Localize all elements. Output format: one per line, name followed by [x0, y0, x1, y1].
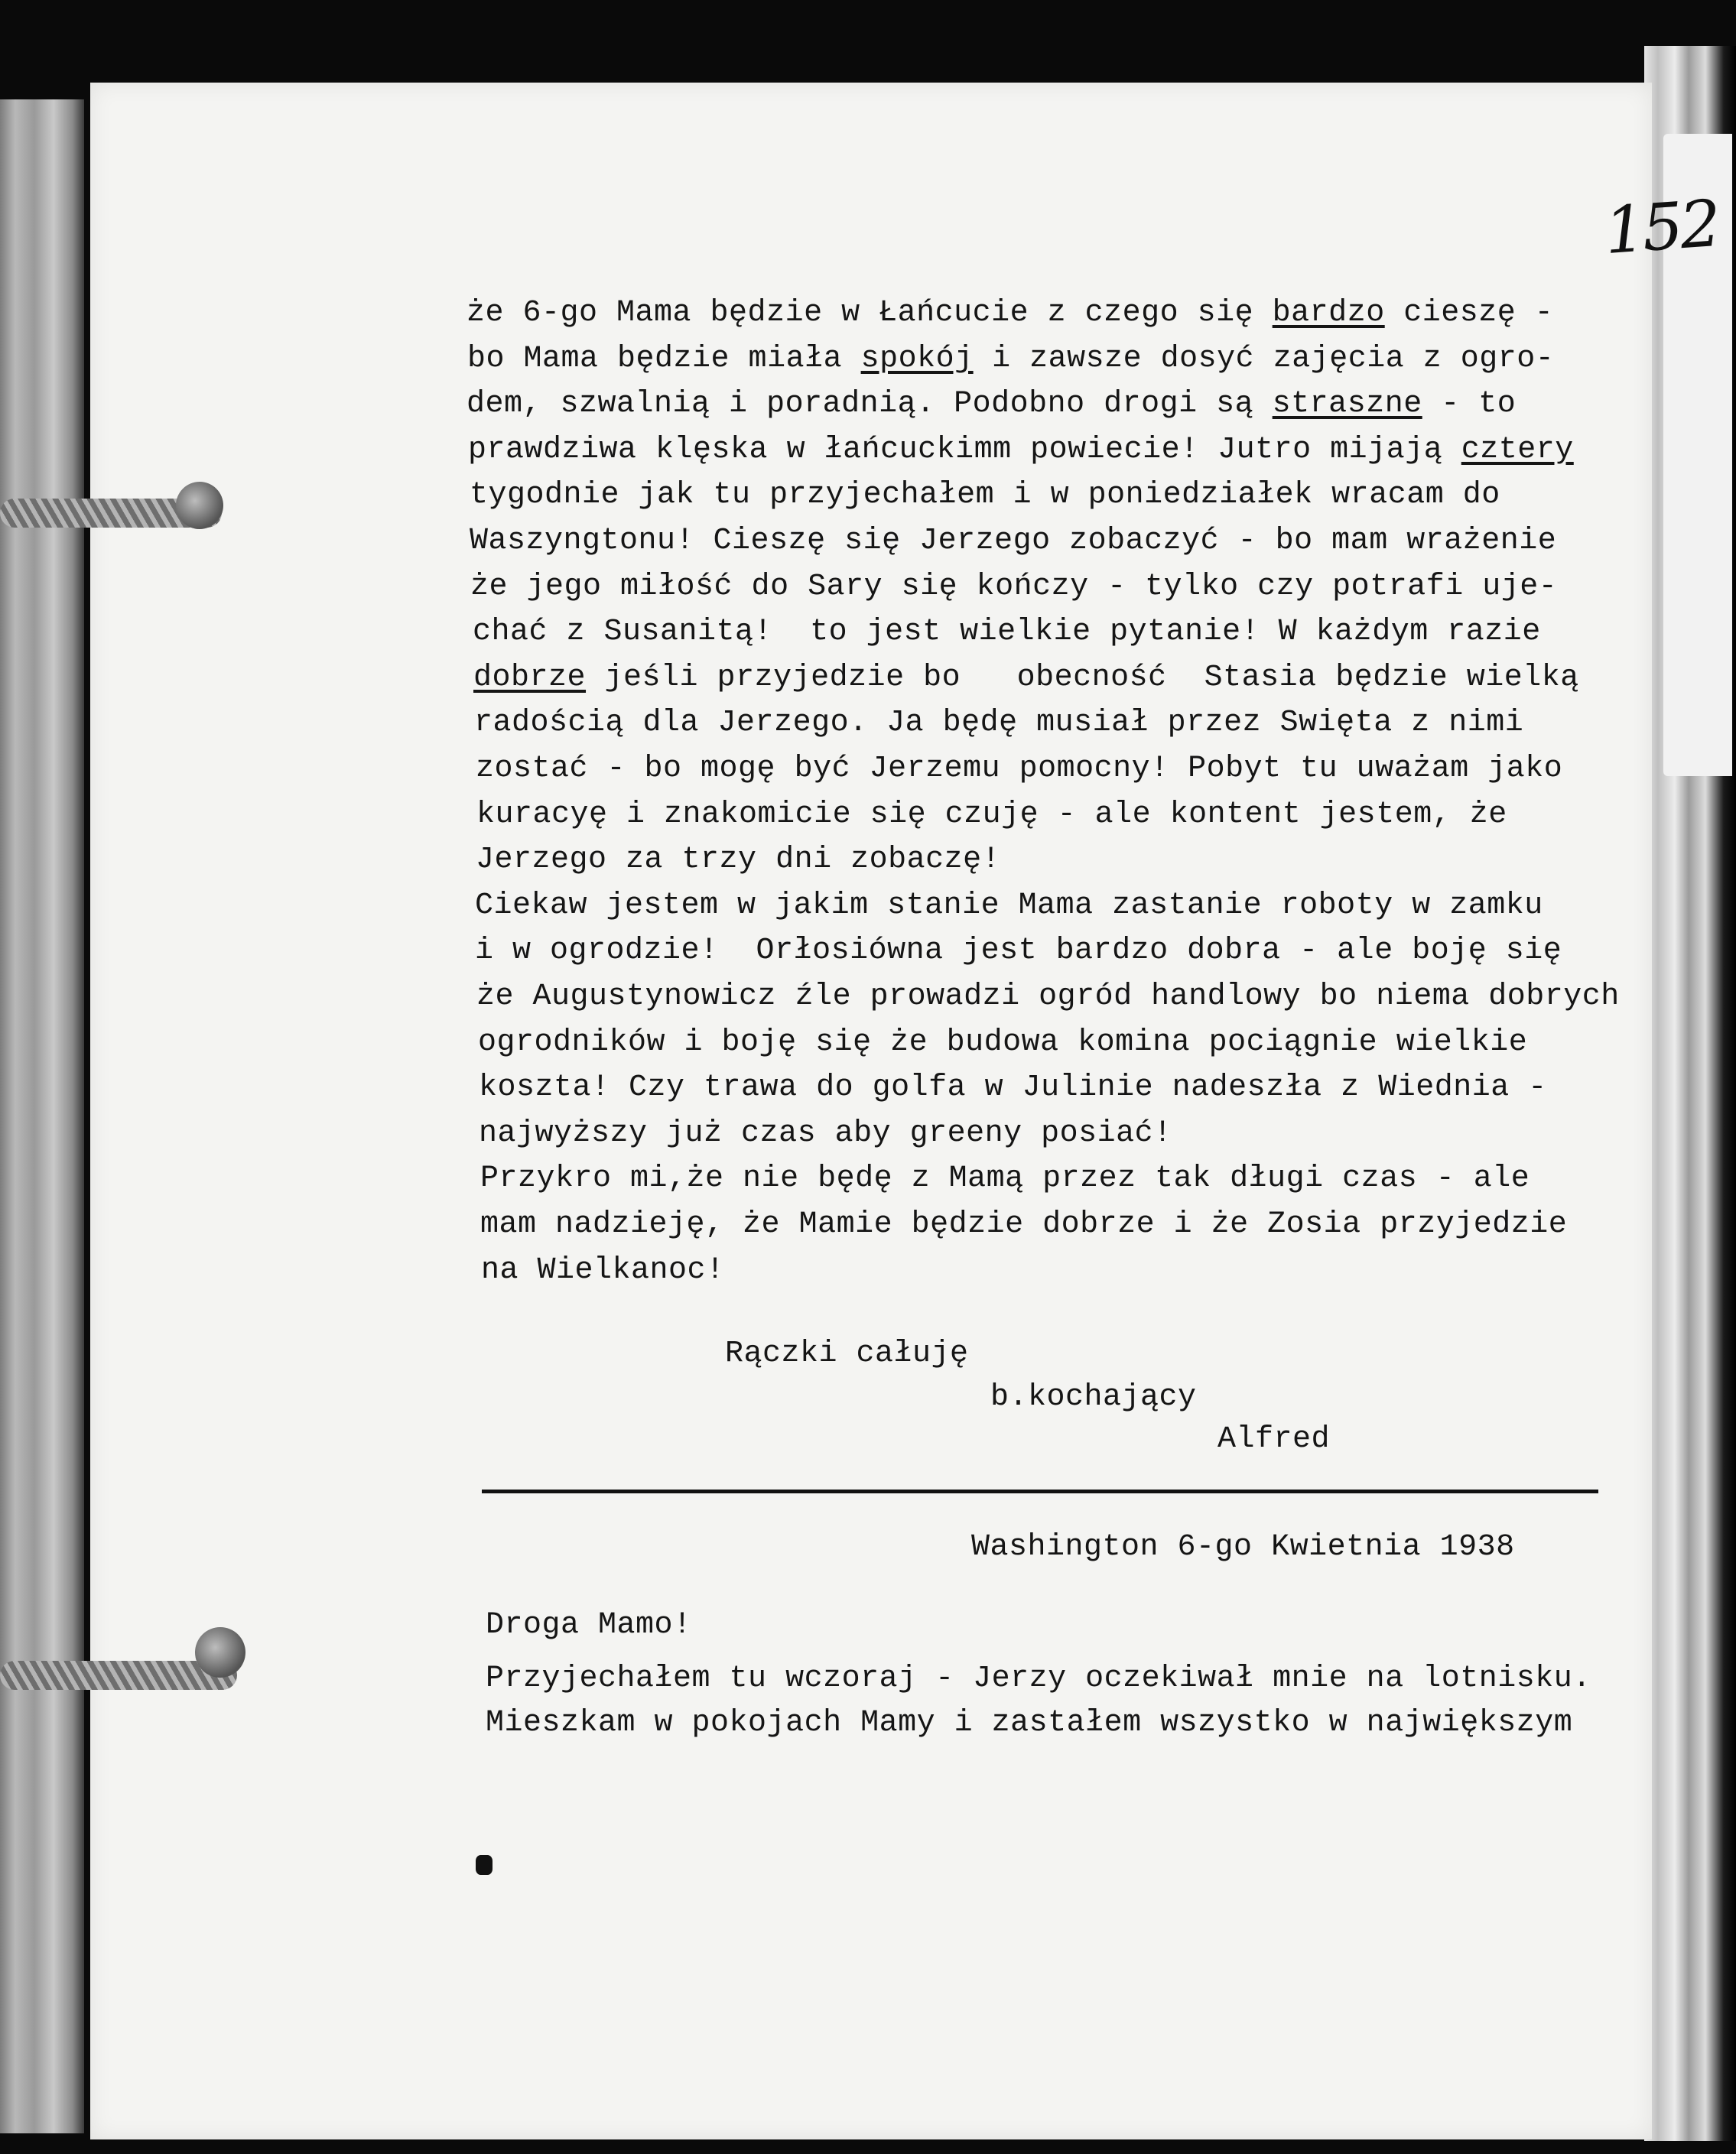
line-text: chać z Susanitą! to jest wielkie pytanie! W każdym razie [473, 615, 1541, 649]
closing-line: Rączki całuję [725, 1337, 969, 1371]
letter-1-line [468, 435, 1574, 466]
letter-sheet [90, 83, 1721, 2139]
line-text: kuracyę i znakomicie się czuję - ale kontent jestem, że [476, 798, 1507, 832]
letter-1-line [480, 1207, 1568, 1242]
letter-1-line [467, 344, 1554, 375]
line-text: że jego miłość do Sary się kończy - tylko czy potrafi uje- [470, 570, 1558, 604]
underlined-word: bardzo [1272, 296, 1385, 330]
line-text: Waszyngtonu! Cieszę się Jerzego zobaczyć - bo mam wrażenie [470, 524, 1557, 558]
letter-1-line [478, 1025, 1528, 1060]
line-text: Jerzego za trzy dni zobaczę! [476, 843, 1001, 877]
letter-1-line [474, 708, 1523, 739]
letter-1-line [476, 800, 1507, 830]
letter-1-line [473, 663, 1579, 694]
line-text: Przykro mi,że nie będę z Mamą przez tak długi czas - ale [480, 1161, 1530, 1196]
underlined-word: cztery [1461, 433, 1574, 467]
line-text: tygodnie jak tu przyjechałem i w poniedziałek wracam do [470, 478, 1500, 512]
page-number: 152 [1601, 185, 1721, 269]
letter-1-line [467, 298, 1553, 329]
line-text: mam nadzieję, że Mamie będzie dobrze i że Zosia przyjedzie [480, 1207, 1568, 1242]
binding-knot-top [176, 482, 223, 529]
line-text: jeśli przyjedzie bo obecność Stasia będzie wielką [586, 661, 1579, 695]
line-text: dem, szwalnią i poradnią. Podobno drogi są [467, 387, 1273, 421]
letter-1-line [479, 1073, 1547, 1103]
binding-knot-bottom [195, 1627, 245, 1678]
line-text: że Augustynowicz źle prowadzi ogród handlowy bo niema dobrych [476, 980, 1620, 1014]
letter-2-line: Przyjechałem tu wczoraj - Jerzy oczekiwał mnie na lotnisku. [486, 1662, 1591, 1696]
letter-1-line [467, 389, 1516, 420]
signature: Alfred [1217, 1422, 1331, 1457]
salutation: Droga Mamo! [486, 1608, 692, 1642]
letter-1-line [476, 845, 1000, 876]
line-text: radością dla Jerzego. Ja będę musiał przez Swięta z nimi [474, 706, 1524, 740]
letter-divider [482, 1490, 1598, 1493]
letter-1-line [479, 1116, 1172, 1151]
underlined-word: spokój [860, 342, 974, 376]
line-text: najwyższy już czas aby greeny posiać! [479, 1116, 1172, 1151]
letter-2-line: Mieszkam w pokojach Mamy i zastałem wszystko w największym [486, 1706, 1573, 1740]
letter-1-line [475, 936, 1562, 967]
line-text: koszta! Czy trawa do golfa w Julinie nadeszła z Wiednia - [479, 1071, 1547, 1105]
line-text: cieszę - [1384, 296, 1554, 330]
letter-1-line [470, 526, 1556, 557]
letter-1-line [473, 617, 1541, 648]
letter-1-line [476, 982, 1620, 1012]
line-text: prawdziwa klęska w łańcuckimm powiecie! Jutro mijają [468, 433, 1461, 467]
letter-1-line [481, 1253, 725, 1288]
letter-1-line [470, 480, 1500, 511]
underlined-word: straszne [1272, 387, 1422, 421]
dateline: Washington 6-go Kwietnia 1938 [971, 1530, 1515, 1564]
line-text: że 6-go Mama będzie w Łańcucie z czego się [467, 296, 1273, 330]
letter-1-line [475, 891, 1543, 921]
line-text: bo Mama będzie miała [467, 342, 861, 376]
line-text: - to [1422, 387, 1517, 421]
line-text: i w ogrodzie! Orłosiówna jest bardzo dobra - ale boję się [475, 934, 1562, 968]
line-text: zostać - bo mogę być Jerzemu pomocny! Pobyt tu uważam jako [476, 752, 1563, 786]
left-binder-pages [0, 99, 84, 2133]
ink-speck [476, 1855, 493, 1875]
line-text: ogrodników i boję się że budowa komina pociągnie wielkie [478, 1025, 1528, 1060]
line-text: Ciekaw jestem w jakim stanie Mama zastanie roboty w zamku [475, 889, 1543, 923]
letter-1-line [470, 572, 1557, 603]
letter-1-line [480, 1161, 1530, 1196]
underlined-word: dobrze [473, 661, 587, 695]
valediction: b.kochający [990, 1380, 1197, 1415]
letter-1-line [476, 754, 1562, 785]
line-text: na Wielkanoc! [481, 1253, 725, 1288]
line-text: i zawsze dosyć zajęcia z ogro- [973, 342, 1555, 376]
